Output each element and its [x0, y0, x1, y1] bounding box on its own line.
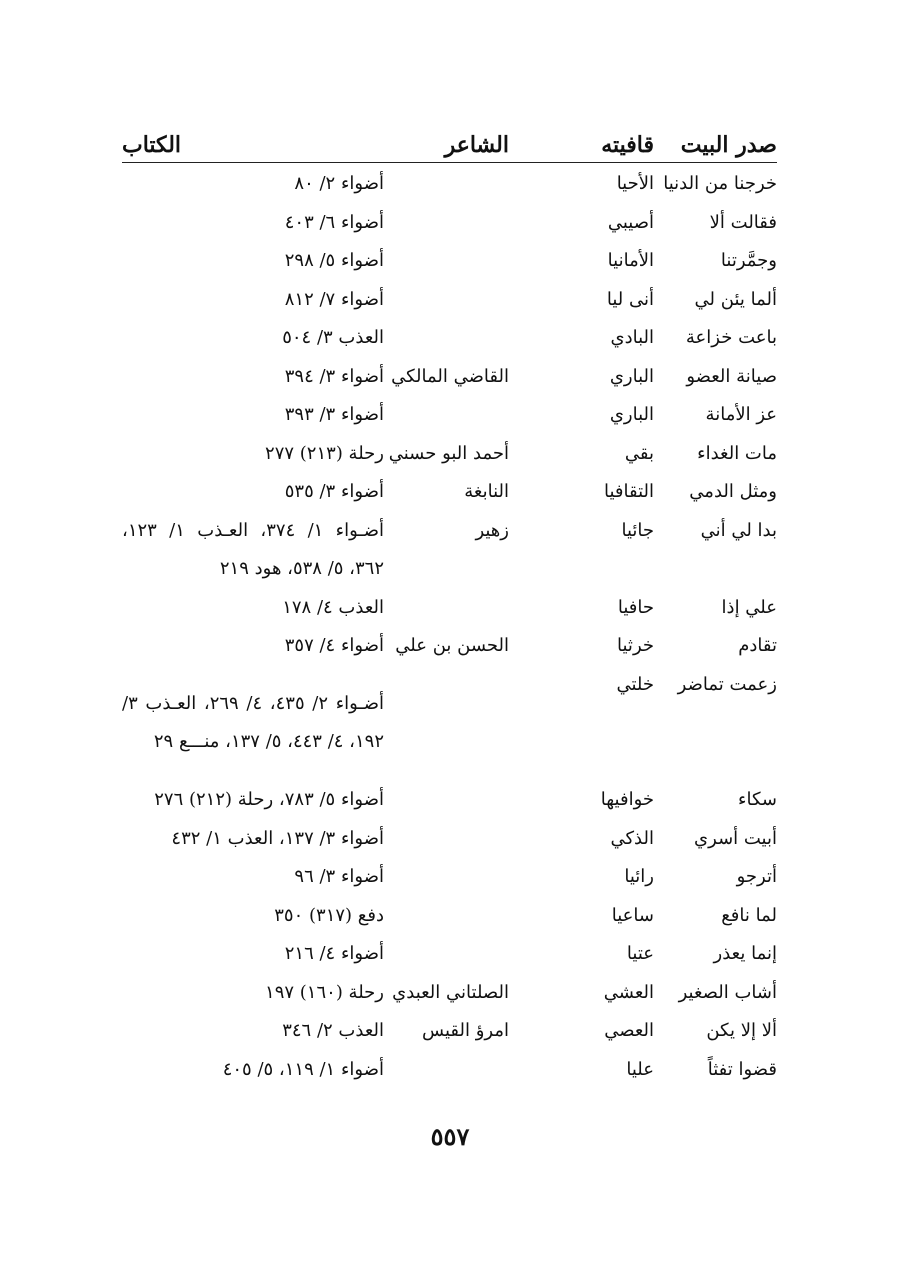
verse-start-cell: إنما يعذر — [713, 943, 777, 965]
table-body — [122, 163, 777, 1090]
rhyme-cell: الباري — [609, 404, 654, 426]
book-cell: أضواء ١/ ١١٩، ٥/ ٤٠٥ — [222, 1058, 384, 1080]
poet-cell — [384, 1051, 539, 1090]
book-cell: أضواء ٦/ ٤٠٣ — [284, 211, 384, 233]
rhyme-cell: الذكي — [610, 827, 654, 849]
poet-cell — [384, 163, 539, 204]
verse-start-cell: أترجو — [736, 866, 777, 888]
verse-start-cell: علي إذا — [721, 596, 777, 618]
rhyme-cell: رائيا — [624, 866, 654, 888]
verse-start-cell: أبيت أسري — [694, 827, 777, 849]
book-cell: رحلة (١٦٠) ١٩٧ — [265, 981, 384, 1003]
book-cell: أضواء ٣/ ٣٩٣ — [284, 404, 384, 426]
rhyme-cell: العصي — [604, 1020, 654, 1042]
verse-start-cell: باعت خزاعة — [685, 327, 777, 349]
table-row — [122, 974, 777, 1013]
book-cell: أضواء ٣/ ٣٩٤ — [284, 365, 384, 387]
rhyme-cell: جائيا — [621, 519, 654, 541]
poet-cell: زهير — [475, 519, 509, 541]
table-row — [122, 627, 777, 666]
poet-cell — [384, 781, 539, 820]
book-cell: أضواء ٧/ ٨١٢ — [284, 288, 384, 310]
table-row — [122, 473, 777, 512]
book-cell: أضواء ٥/ ٧٨٣، رحلة (٢١٢) ٢٧٦ — [154, 789, 384, 811]
rhyme-cell: حافيا — [617, 596, 654, 618]
rhyme-cell: الأمانيا — [607, 250, 654, 272]
table-row — [122, 589, 777, 628]
poet-cell: النابغة — [464, 481, 509, 503]
rhyme-cell: خلتي — [616, 673, 654, 695]
book-cell: أضواء ٤/ ٣٥٧ — [284, 635, 384, 657]
verse-start-cell: لما نافع — [721, 904, 777, 926]
verse-start-cell: وجمَّرتنا — [720, 250, 777, 272]
table-row — [122, 858, 777, 897]
book-cell: أضـواء ١/ ٣٧٤، العـذب ١/ ١٢٣، ٣٦٢، ٥/ ٥٣٨، هود ٢١٩ — [122, 519, 384, 579]
rhyme-cell: عتيا — [626, 943, 654, 965]
verse-start-cell: ألما يئن لي — [694, 288, 777, 310]
table-row — [122, 820, 777, 859]
book-cell: أضواء ٣/ ١٣٧، العذب ١/ ٤٣٢ — [171, 827, 384, 849]
header-book: الكتاب — [122, 118, 384, 163]
header-verse-start: صدر البيت — [654, 118, 777, 163]
poet-cell: أحمد البو حسني — [388, 442, 509, 464]
book-cell: أضـواء ٢/ ٤٣٥، ٤/ ٢٦٩، العـذب ٣/ ١٩٢، ٤/ ٤٤٣، ٥/ ١٣٧، منـــع ٢٩ — [122, 692, 385, 753]
table-row — [122, 935, 777, 974]
rhyme-cell: الباري — [609, 365, 654, 387]
table-header-row — [122, 118, 777, 163]
book-cell: دفع (٣١٧) ٣٥٠ — [274, 904, 384, 926]
table-row — [122, 666, 777, 782]
header-poet: الشاعر — [384, 118, 539, 163]
table-row — [122, 781, 777, 820]
verse-start-cell: صيانة العضو — [686, 365, 777, 387]
poet-cell: امرؤ القيس — [422, 1020, 509, 1042]
rhyme-cell: البادي — [610, 327, 654, 349]
rhyme-cell: بقي — [624, 442, 654, 464]
verse-index-table — [122, 118, 777, 1089]
book-cell: أضواء ٤/ ٢١٦ — [284, 943, 384, 965]
table-row — [122, 204, 777, 243]
rhyme-cell: أصيبي — [607, 211, 654, 233]
table-row — [122, 396, 777, 435]
poet-cell — [384, 820, 539, 859]
verse-start-cell: خرجنا من الدنيا — [663, 173, 777, 195]
table-row — [122, 897, 777, 936]
poet-cell — [384, 396, 539, 435]
book-cell: العذب ٤/ ١٧٨ — [282, 596, 384, 618]
verse-start-cell: زعمت تماضر — [677, 673, 777, 695]
poet-cell — [384, 204, 539, 243]
poet-cell — [384, 666, 539, 782]
book-cell: أضواء ٥/ ٢٩٨ — [284, 250, 384, 272]
verse-start-cell: ألا إلا يكن — [706, 1020, 777, 1042]
poet-cell — [384, 589, 539, 628]
table-row — [122, 1012, 777, 1051]
page-number: ٥٥٧ — [430, 1122, 470, 1151]
header-rhyme: قافيته — [539, 118, 654, 163]
verse-start-cell: فقالت ألا — [709, 211, 777, 233]
table-row — [122, 358, 777, 397]
verse-start-cell: بدا لي أني — [700, 519, 777, 541]
book-cell: العذب ٣/ ٥٠٤ — [282, 327, 384, 349]
table-row — [122, 435, 777, 474]
table-row — [122, 319, 777, 358]
rhyme-cell: أنى ليا — [606, 288, 654, 310]
verse-start-cell: سكاء — [738, 789, 777, 811]
rhyme-cell: خوافيها — [600, 789, 654, 811]
table-row — [122, 281, 777, 320]
book-cell: العذب ٢/ ٣٤٦ — [282, 1020, 384, 1042]
verse-start-cell: ومثل الدمي — [689, 481, 777, 503]
rhyme-cell: عليا — [626, 1058, 654, 1080]
poet-cell: القاضي المالكي — [391, 365, 509, 387]
rhyme-cell: العشي — [603, 981, 654, 1003]
verse-start-cell: عز الأمانة — [705, 404, 777, 426]
rhyme-cell: ساعيا — [611, 904, 654, 926]
book-cell: رحلة (٢١٣) ٢٧٧ — [265, 442, 384, 464]
rhyme-cell: التقافيا — [603, 481, 654, 503]
poet-cell: الصلتاني العبدي — [392, 981, 509, 1003]
book-cell: أضواء ٣/ ٩٦ — [294, 866, 384, 888]
verse-start-cell: تقادم — [738, 635, 777, 657]
poet-cell — [384, 319, 539, 358]
table-row — [122, 242, 777, 281]
verse-start-cell: قضوا تفثاً — [707, 1058, 777, 1080]
rhyme-cell: خرثيا — [617, 635, 654, 657]
poet-cell: الحسن بن علي — [395, 635, 509, 657]
verse-start-cell: مات الغداء — [697, 442, 777, 464]
poet-cell — [384, 897, 539, 936]
table-row — [122, 1051, 777, 1090]
poet-cell — [384, 935, 539, 974]
book-cell: أضواء ٢/ ٨٠ — [294, 173, 384, 195]
verse-start-cell: أشاب الصغير — [678, 981, 777, 1003]
poet-cell — [384, 242, 539, 281]
rhyme-cell: الأحيا — [616, 173, 654, 195]
book-cell: أضواء ٣/ ٥٣٥ — [284, 481, 384, 503]
table-row — [122, 512, 777, 589]
poet-cell — [384, 858, 539, 897]
poet-cell — [384, 281, 539, 320]
table-row — [122, 163, 777, 204]
